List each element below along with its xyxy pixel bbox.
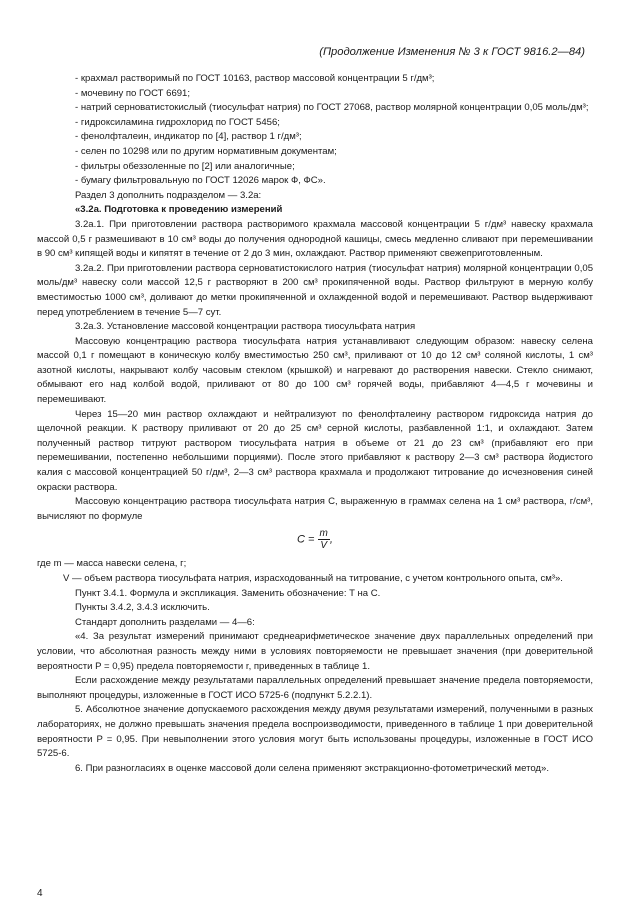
paragraph: Через 15—20 мин раствор охлаждают и нейтрализуют по фенолфталеину раствором гидроксида натрия до щелочной реакции. К раствору приливают от 20 до 25 см³ серной кислоты, разбавленной 1:1, и охлаждают. Затем полученный раствор титруют раствором тиосульфата натрия в объеме от 21 до 23 см³ (прибавляют его при перемешивании, постепенно небольшими порциями). После этого прибавляют к раствору 2—3 см³ раствора йодистого калия с массовой концентрацией 50 г/дм³, 2—3 см³ раствора крахмала и продолжают титрование до исчезновения синей окраски раствора. — [37, 408, 593, 493]
paragraph: Массовую концентрацию раствора тиосульфата натрия устанавливают следующим образом: навеску селена массой 0,1 г помещают в коническую колбу вместимостью 250 см³, приливают от 10 до 12 см³ соляной кислоты, 1 см³ азотной кислоты, накрывают колбу часовым стеклом (крышкой) и нагревают до растворения навески. Стекло снимают, обмывают его над колбой водой, приливают от 80 до 100 см³ горячей воды, прибавляют 4—4,5 г мочевины и перемешивают. — [37, 335, 593, 406]
list-item: - натрий серноватистокислый (тиосульфат натрия) по ГОСТ 27068, раствор молярной концентрации 0,05 моль/дм³; — [75, 102, 589, 114]
list-item: - фильтры обеззоленные по [2] или аналогичные; — [75, 160, 295, 172]
paragraph: Если расхождение между результатами параллельных определений превышает значение предела повторяемости, выполняют процедуры, изложенные в ГОСТ ИСО 5725-6 (подпункт 5.2.2.1). — [37, 675, 593, 701]
formula-tail: , — [329, 533, 333, 546]
document-body — [37, 72, 593, 776]
paragraph: 3.2а.2. При приготовлении раствора серноватистокислого натрия (тиосульфат натрия) молярной концентрации 0,05 моль/дм³ навеску соли массой 12,5 г растворяют в 200 см³ прокипяченной воды. Раствор фильтруют в мерную колбу вместимостью 1000 см³, доливают до метки прокипяченной и охлажденной водой и перемешивают. Раствор выдерживают перед употреблением в течение 5—7 сут. — [37, 262, 593, 318]
list-item: - бумагу фильтровальную по ГОСТ 12026 марок Ф, ФС». — [75, 175, 326, 187]
paragraph: «4. За результат измерений принимают среднеарифметическое значение двух параллельных определений при условии, что абсолютная разность между ними в условиях повторяемости не превышает значения (при доверительной вероятности P = 0,95) предела повторяемости r, приведенных в таблице 1. — [37, 631, 593, 672]
paragraph: 3.2а.3. Установление массовой концентрации раствора тиосульфата натрия — [75, 321, 416, 333]
paragraph: Пункт 3.4.1. Формула и экспликация. Заменить обозначение: T на C. — [75, 587, 381, 599]
paragraph: Раздел 3 дополнить подразделом — 3.2а: — [75, 189, 262, 201]
page-number: 4 — [37, 888, 43, 899]
formula-lhs: C = — [297, 533, 315, 546]
list-item: - крахмал растворимый по ГОСТ 10163, раствор массовой концентрации 5 г/дм³; — [75, 73, 435, 84]
formula — [37, 528, 593, 551]
legend-line: V — объем раствора тиосульфата натрия, израсходованный на титрование, с учетом контрольного опыта, см³». — [63, 573, 563, 584]
list-item: - фенолфталеин, индикатор по [4], раствор 1 г/дм³; — [75, 131, 302, 143]
list-item: - гидроксиламина гидрохлорид по ГОСТ 5456; — [75, 116, 280, 128]
formula-numerator: m — [319, 528, 328, 540]
paragraph: 6. При разногласиях в оценке массовой доли селена применяют экстракционно-фотометрический метод». — [75, 762, 549, 774]
formula-fraction — [318, 528, 330, 551]
list-item: - селен по 10298 или по другим нормативным документам; — [75, 145, 337, 157]
section-title: «3.2а. Подготовка к проведению измерений — [75, 204, 283, 216]
paragraph: Стандарт дополнить разделами — 4—6: — [75, 616, 255, 628]
list-item: - мочевину по ГОСТ 6691; — [75, 87, 191, 99]
legend-line: где m — масса навески селена, г; — [37, 558, 187, 570]
paragraph: 3.2а.1. При приготовлении раствора растворимого крахмала массовой концентрации 5 г/дм³ навеску крахмала массой 0,5 г размешивают в 10 см³ воды до получения однородной кашицы, смесь медленно сливают при перемешивании в 90 см³ кипящей воды и кипятят в течение от 2 до 3 мин, охлаждают. Раствор применяют свежеприготовленным. — [37, 218, 593, 260]
paragraph: 5. Абсолютное значение допускаемого расхождения между двумя результатами измерений, полученными в разных лабораториях, не должно превышать значения предела воспроизводимости, приведенного в таблице 1 при доверительной вероятности P = 0,95. При невыполнении этого условия могут быть использованы процедуры, изложенные в ГОСТ ИСО 5725-6. — [37, 704, 593, 760]
page-header: (Продолжение Изменения № 3 к ГОСТ 9816.2—84) — [319, 46, 585, 58]
paragraph: Пункты 3.4.2, 3.4.3 исключить. — [75, 602, 210, 614]
paragraph: Массовую концентрацию раствора тиосульфата натрия C, выраженную в граммах селена на 1 см³ раствора, г/см³, вычисляют по формуле — [37, 496, 593, 522]
formula-denominator: V — [320, 540, 328, 552]
